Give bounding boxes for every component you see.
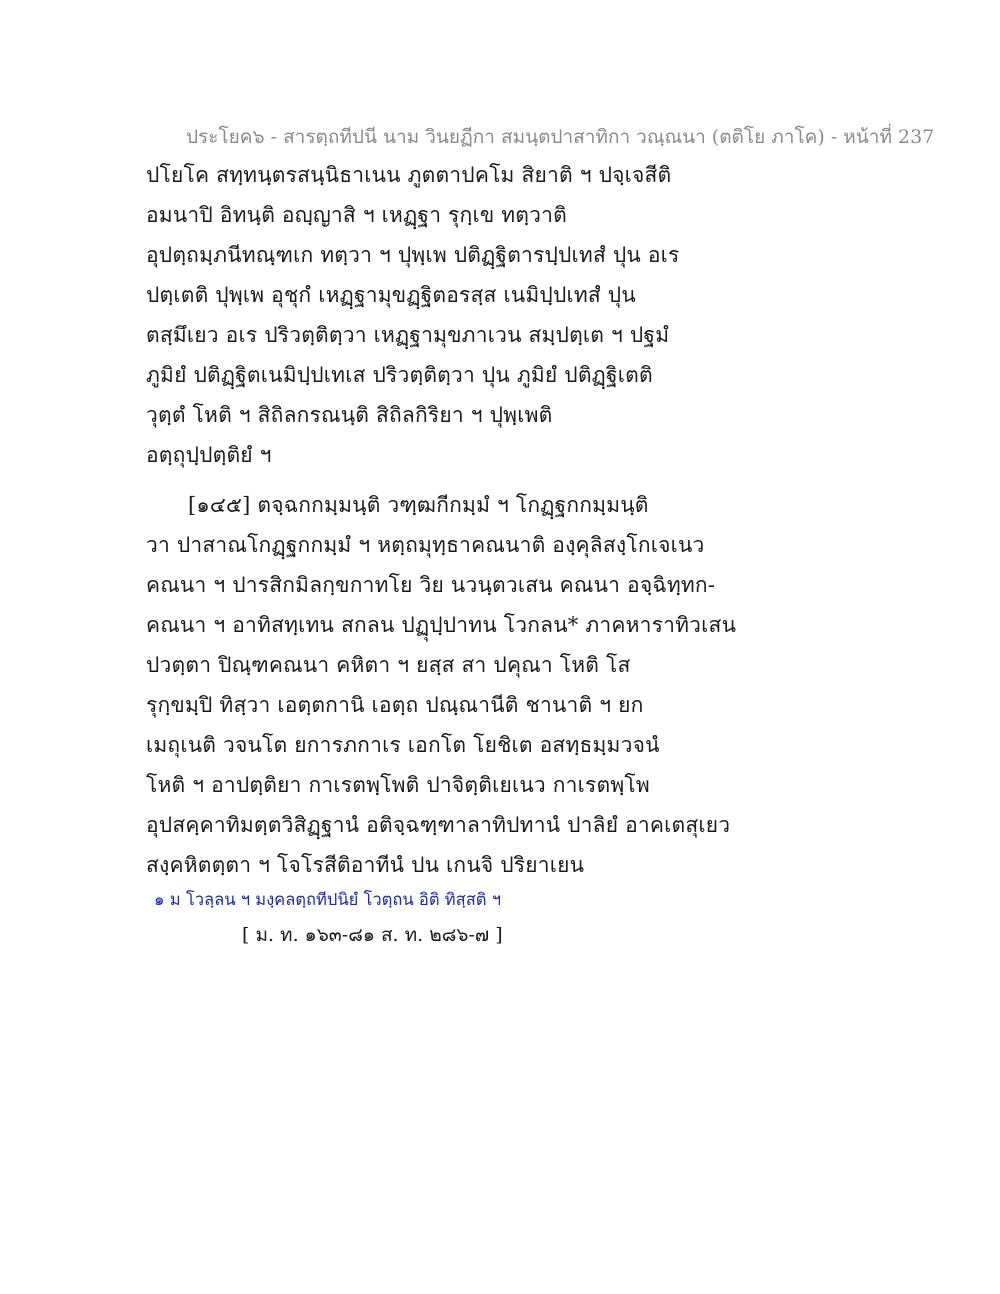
text-line: อตฺถุปฺปตฺติยํ ฯ [146,443,272,467]
footnote: ๑ ม โวลฺลน ฯ มงฺคลตฺถทีปนิยํ โวตฺถน อิติ ทิสฺสติ ฯ [154,890,502,909]
text-line: ปวตฺตา ปิณฺฑคณนา คหิตา ฯ ยสฺส สา ปคุณา โหติ โส [146,653,631,677]
text-line: โหติ ฯ อาปตฺติยา กาเรตพฺโพติ ปาจิตฺติเยเนว กาเรตพฺโพ [146,773,650,797]
document-body [146,155,866,955]
text-line: รุกฺขมฺปิ ทิสฺวา เอตฺตกานิ เอตฺถ ปณฺณานีติ ชานาติ ฯ ยก [146,693,644,717]
text-line: อมนาปิ อิทนฺติ อญฺญาสิ ฯ เหฏฺฐา รุกฺเข ทตฺวาติ [146,203,567,227]
text-line: ปตฺเตติ ปุพฺเพ อุชุกํ เหฏฺฐามุขฏฺฐิตอรสฺส เนมิปฺปเทสํ ปุน [146,283,636,307]
text-line: [๑๔๕] ตจฺฉกกมฺมนฺติ วฑฺฒกีกมฺมํ ฯ โกฏฺฐกกมฺมนฺติ [188,493,649,517]
page-header: ประโยค๖ - สารตฺถทีปนี นาม วินยฏีกา สมนฺตปาสาทิกา วณฺณนา (ตติโย ภาโค) - หน้าที่ 237 [186,126,935,148]
paragraph-2 [146,485,866,885]
page-reference: [ ม. ท. ๑๖๓-๘๑ ส. ท. ๒๘๖-๗ ] [242,924,503,946]
paragraph-1 [146,155,866,475]
text-line: ภูมิยํ ปติฏฺฐิตเนมิปฺปเทเส ปริวตฺติตฺวา ปุน ภูมิยํ ปติฏฺฐิเตติ [146,363,653,387]
text-line: อุปสคฺคาทิมตฺตวิสิฏฺฐานํ อติจฺฉฑฺฑาลาทิปทานํ ปาลิยํ อาคเตสุเยว [146,813,731,837]
text-line: ปโยโค สทฺทนฺตรสนฺนิธาเนน ภูตตาปคโม สิยาติ ฯ ปจฺเจสีติ [146,163,672,187]
text-line: วา ปาสาณโกฏฺฐกกมฺมํ ฯ หตฺถมุทฺธาคณนาติ องฺคุลิสงฺโกเจเนว [146,533,705,557]
text-line: วุตฺตํ โหติ ฯ สิถิลกรณนฺติ สิถิลกิริยา ฯ ปุพฺเพติ [146,403,553,427]
text-line: อุปตฺถมฺภนีทณฺฑเก ทตฺวา ฯ ปุพฺเพ ปติฏฺฐิตารปฺปเทสํ ปุน อเร [146,243,680,267]
text-line: สงฺคหิตตฺตา ฯ โจโรสีติอาทีนํ ปน เกนจิ ปริยาเยน [146,853,585,877]
paragraph-spacer [146,475,866,485]
text-line: คณนา ฯ อาทิสทฺเทน สกลน ปฏุปฺปาทน โวกลน* ภาคหาราทิวเสน [146,613,737,637]
text-line: คณนา ฯ ปารสิกมิลกฺขกาทโย วิย นวนฺตวเสน คณนา อจฺฉิทฺทก- [146,573,716,597]
text-line: ตสฺมึเยว อเร ปริวตฺติตฺวา เหฏฺฐามุขภาเวน สมฺปตฺเต ฯ ปฐมํ [146,323,670,347]
text-line: เมถุเนติ วจนโต ยการภกาเร เอกโต โยชิเต อสทฺธมฺมวจนํ [146,733,660,757]
